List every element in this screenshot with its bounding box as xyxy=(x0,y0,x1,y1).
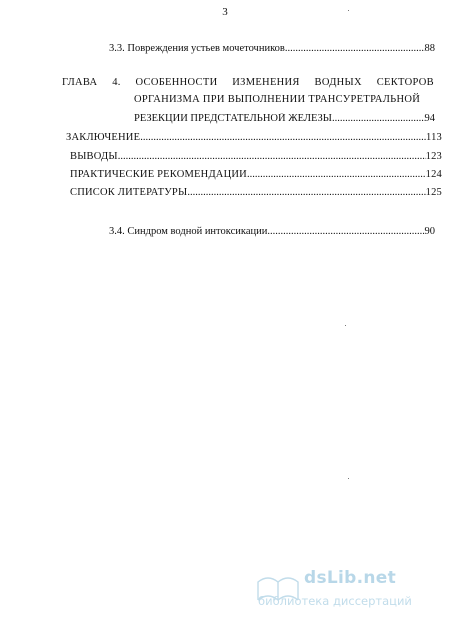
toc-label: 3.3. Повреждения устьев мочеточников xyxy=(109,43,285,54)
toc-chapter-4-line-1: ГЛАВА 4. ОСОБЕННОСТИ ИЗМЕНЕНИЯ ВОДНЫХ СЕКТОРОВ xyxy=(62,77,434,88)
toc-label: 3.4. Синдром водной интоксикации xyxy=(109,226,268,237)
toc-label: РЕЗЕКЦИИ ПРЕДСТАТЕЛЬНОЙ ЖЕЛЕЗЫ xyxy=(134,113,332,124)
scan-speck xyxy=(348,478,349,479)
toc-item-references xyxy=(70,187,442,198)
toc-leader-dots xyxy=(187,187,425,198)
toc-label: ЗАКЛЮЧЕНИЕ xyxy=(66,132,141,143)
toc-leader-dots xyxy=(118,151,426,162)
toc-leader-dots xyxy=(140,132,426,143)
toc-page: 125 xyxy=(425,187,442,198)
toc-leader-dots xyxy=(285,43,425,54)
toc-leader-dots xyxy=(267,226,424,237)
toc-chapter-4-line-3 xyxy=(134,113,435,124)
toc-label: ПРАКТИЧЕСКИЕ РЕКОМЕНДАЦИИ xyxy=(70,169,247,180)
toc-item-3-3 xyxy=(109,43,435,54)
toc-page: 123 xyxy=(425,151,442,162)
toc-page: 90 xyxy=(424,226,435,237)
page-number: 3 xyxy=(222,6,228,18)
toc-leader-dots xyxy=(332,113,425,124)
toc-chapter-4-line-2: ОРГАНИЗМА ПРИ ВЫПОЛНЕНИИ ТРАНСУРЕТРАЛЬНОЙ xyxy=(134,94,421,105)
toc-label: ВЫВОДЫ xyxy=(70,151,118,162)
watermark-title: dsLib.net xyxy=(304,568,397,588)
toc-leader-dots xyxy=(247,169,426,180)
watermark xyxy=(254,568,444,614)
scan-speck xyxy=(345,325,346,326)
watermark-subtitle: библиотека диссертаций xyxy=(258,594,412,608)
toc-item-conclusion xyxy=(66,132,442,143)
scan-speck xyxy=(348,10,349,11)
toc-item-3-4 xyxy=(109,226,435,237)
toc-page: 124 xyxy=(425,169,442,180)
toc-page: 113 xyxy=(426,132,442,143)
toc-item-recommendations xyxy=(70,169,442,180)
toc-label: СПИСОК ЛИТЕРАТУРЫ xyxy=(70,187,188,198)
toc-page: 88 xyxy=(424,43,435,54)
toc-item-findings xyxy=(70,151,442,162)
toc-page: 94 xyxy=(424,113,435,124)
